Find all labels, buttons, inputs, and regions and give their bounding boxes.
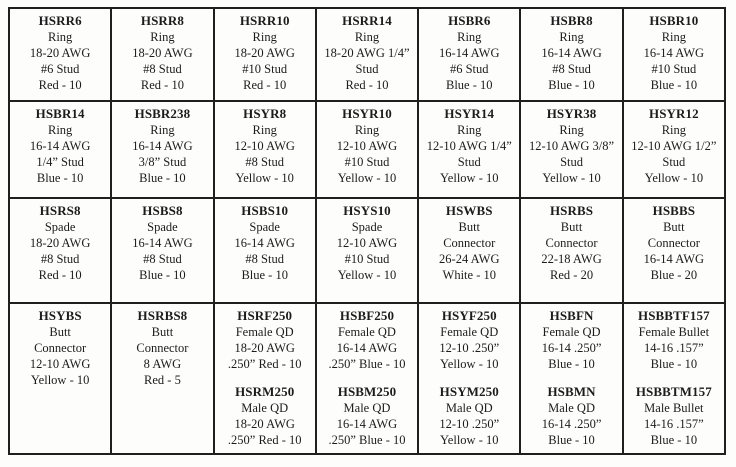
spec-line: Male QD xyxy=(548,401,595,415)
part-number: HSRBS8 xyxy=(137,308,188,323)
table-cell-r1-c2 xyxy=(111,8,213,101)
spec-line: Ring xyxy=(354,123,380,137)
spec-line: Ring xyxy=(457,30,482,44)
product-entry-hsbr238 xyxy=(113,106,211,186)
spec-line: #6 Stud xyxy=(449,62,489,76)
part-number: HSRM250 xyxy=(235,384,295,399)
spec-line: Blue - 10 xyxy=(446,78,493,92)
spec-line: .250” Blue - 10 xyxy=(328,433,406,447)
spec-line: Yellow - 10 xyxy=(337,171,397,185)
spec-line: Red - 5 xyxy=(144,373,181,387)
spec-line: Blue - 10 xyxy=(650,433,698,447)
spec-line: Stud xyxy=(355,62,379,76)
spec-line: Ring xyxy=(559,30,584,44)
product-entry-hsbs8 xyxy=(113,203,211,283)
part-number: HSYR14 xyxy=(444,106,495,121)
spec-line: 18-20 AWG xyxy=(29,46,91,60)
spec-line: Yellow - 10 xyxy=(644,171,704,185)
product-entry-hsyr12 xyxy=(625,106,723,186)
part-number: HSBR10 xyxy=(649,13,699,28)
spec-line: Red - 10 xyxy=(243,78,287,92)
spec-line: Spade xyxy=(249,220,280,234)
part-number: HSRS8 xyxy=(39,203,81,218)
spec-line: 12-10 .250” xyxy=(439,417,500,431)
spec-line: 16-14 .250” xyxy=(541,341,602,355)
spec-line: #8 Stud xyxy=(552,62,591,76)
part-number: HSRR10 xyxy=(239,13,290,28)
part-number: HSYS10 xyxy=(343,203,391,218)
part-number: HSBS10 xyxy=(241,203,289,218)
table-cell-r3-c4 xyxy=(316,198,418,303)
spec-line: 16-14 AWG xyxy=(643,46,705,60)
product-entry-hsrm250 xyxy=(216,384,314,448)
spec-line: Yellow - 10 xyxy=(542,171,601,185)
spec-line: Red - 10 xyxy=(38,268,82,282)
product-entry-hsrr10 xyxy=(216,13,314,93)
spec-line: Spade xyxy=(147,220,178,234)
spec-line: 18-20 AWG 1/4” xyxy=(324,46,410,60)
product-entry-hsbr8 xyxy=(522,13,620,93)
product-entry-hsyr38 xyxy=(522,106,620,186)
part-number: HSYF250 xyxy=(441,308,497,323)
part-number: HSYR12 xyxy=(648,106,699,121)
spec-line: Blue - 10 xyxy=(650,78,698,92)
table-cell-r3-c7 xyxy=(623,198,725,303)
spec-line: 12-10 AWG xyxy=(336,139,398,153)
part-number: HSRBS xyxy=(549,203,594,218)
part-number: HSYR8 xyxy=(243,106,287,121)
spec-line: 18-20 AWG xyxy=(234,417,295,431)
product-entry-hsbm250 xyxy=(318,384,416,448)
spec-line: #10 Stud xyxy=(344,252,390,266)
table-cell-r3-c2 xyxy=(111,198,213,303)
table-cell-r3-c3 xyxy=(214,198,316,303)
spec-line: 1/4” Stud xyxy=(36,155,84,169)
spec-line: Ring xyxy=(150,123,175,137)
product-entry-hsys10 xyxy=(318,203,416,283)
table-row xyxy=(9,101,725,198)
part-number: HSRR8 xyxy=(140,13,184,28)
spec-line: Ring xyxy=(559,123,584,137)
spec-line: #8 Stud xyxy=(245,252,284,266)
table-cell-r3-c5 xyxy=(418,198,520,303)
spec-line: 26-24 AWG xyxy=(439,252,500,266)
spec-line: Ring xyxy=(47,123,73,137)
spec-line: Red - 10 xyxy=(345,78,389,92)
product-entry-hsbbs xyxy=(625,203,723,283)
spec-line: Blue - 10 xyxy=(548,78,595,92)
table-cell-r1-c7 xyxy=(623,8,725,101)
spec-line: 22-18 AWG xyxy=(541,252,602,266)
spec-line: 12-10 AWG xyxy=(29,357,91,371)
spec-line: 16-14 AWG xyxy=(439,46,500,60)
spec-line: .250” Red - 10 xyxy=(227,357,302,371)
table-cell-r2-c3 xyxy=(214,101,316,198)
spec-line: 16-14 AWG xyxy=(132,139,193,153)
product-entry-hsrf250 xyxy=(216,308,314,372)
product-entry-hsrr14 xyxy=(318,13,416,93)
spec-line: 12-10 .250” xyxy=(439,341,500,355)
connector-catalog-table xyxy=(8,7,726,455)
spec-line: Stud xyxy=(662,155,686,169)
spec-line: #6 Stud xyxy=(40,62,80,76)
spec-line: Butt xyxy=(560,220,583,234)
spec-line: Male QD xyxy=(241,401,289,415)
spec-line: Yellow - 10 xyxy=(440,357,499,371)
product-entry-hsbbtf157 xyxy=(625,308,723,372)
product-entry-hsbr6 xyxy=(420,13,518,93)
spec-line: 12-10 AWG xyxy=(336,236,398,250)
spec-line: Ring xyxy=(252,123,277,137)
spec-line: Yellow - 10 xyxy=(337,268,397,282)
part-number: HSYBS xyxy=(38,308,82,323)
spec-line: Stud xyxy=(560,155,584,169)
spec-line: #10 Stud xyxy=(651,62,697,76)
spec-line: #10 Stud xyxy=(242,62,288,76)
spec-line: 16-14 AWG xyxy=(541,46,602,60)
spec-line: Ring xyxy=(661,30,686,44)
product-entry-hsrr8 xyxy=(113,13,211,93)
part-number: HSBM250 xyxy=(337,384,397,399)
table-cell-r2-c7 xyxy=(623,101,725,198)
spec-line: Blue - 10 xyxy=(548,433,595,447)
part-number: HSBBS xyxy=(652,203,696,218)
part-number: HSRR14 xyxy=(342,13,392,28)
product-entry-hsbr14 xyxy=(11,106,109,186)
spec-line: Connector xyxy=(443,236,496,250)
table-cell-r1-c1 xyxy=(9,8,111,101)
spec-line: Red - 10 xyxy=(140,78,184,92)
spec-line: Connector xyxy=(647,236,700,250)
part-number: HSYM250 xyxy=(439,384,499,399)
product-entry-hsrs8 xyxy=(11,203,109,283)
spec-line: Blue - 20 xyxy=(650,268,698,282)
product-entry-hsbfn xyxy=(522,308,620,372)
spec-line: Female QD xyxy=(235,325,294,339)
spec-line: 12-10 AWG xyxy=(234,139,295,153)
spec-line: Yellow - 10 xyxy=(30,373,90,387)
table-row xyxy=(9,198,725,303)
table-cell-r4-c2 xyxy=(111,303,213,454)
table-cell-r4-c1 xyxy=(9,303,111,454)
part-number: HSBBTM157 xyxy=(635,384,712,399)
spec-line: 14-16 .157” xyxy=(643,417,704,431)
spec-line: Butt xyxy=(458,220,481,234)
spec-line: 18-20 AWG xyxy=(29,236,91,250)
table-cell-r3-c6 xyxy=(520,198,622,303)
spec-line: Male QD xyxy=(445,401,493,415)
part-number: HSBF250 xyxy=(339,308,395,323)
spec-line: Yellow - 10 xyxy=(440,171,499,185)
table-cell-r2-c6 xyxy=(520,101,622,198)
product-entry-hsrr6 xyxy=(11,13,109,93)
table-cell-r1-c4 xyxy=(316,8,418,101)
product-entry-hswbs xyxy=(420,203,518,283)
spec-line: Female QD xyxy=(440,325,499,339)
spec-line: Ring xyxy=(252,30,277,44)
table-cell-r2-c4 xyxy=(316,101,418,198)
part-number: HSBR238 xyxy=(134,106,191,121)
part-number: HSRR6 xyxy=(38,13,82,28)
spec-line: 16-14 AWG xyxy=(132,236,193,250)
spec-line: #8 Stud xyxy=(143,252,182,266)
spec-line: Stud xyxy=(457,155,481,169)
spec-line: 18-20 AWG xyxy=(234,46,295,60)
spec-line: Spade xyxy=(44,220,76,234)
spec-line: Ring xyxy=(47,30,73,44)
part-number: HSRF250 xyxy=(237,308,293,323)
spec-line: 16-14 AWG xyxy=(234,236,295,250)
spec-line: Ring xyxy=(354,30,380,44)
spec-line: 18-20 AWG xyxy=(132,46,193,60)
table-cell-r3-c1 xyxy=(9,198,111,303)
spec-line: Red - 20 xyxy=(550,268,594,282)
table-cell-r4-c4 xyxy=(316,303,418,454)
spec-line: Blue - 10 xyxy=(650,357,698,371)
spec-line: Blue - 10 xyxy=(139,268,186,282)
spec-line: Connector xyxy=(136,341,189,355)
spec-line: #8 Stud xyxy=(40,252,80,266)
part-number: HSYR38 xyxy=(546,106,597,121)
spec-line: White - 10 xyxy=(442,268,496,282)
product-entry-hsbbtm157 xyxy=(625,384,723,448)
product-entry-hsrbs xyxy=(522,203,620,283)
table-cell-r4-c5 xyxy=(418,303,520,454)
product-entry-hsyf250 xyxy=(420,308,518,372)
part-number: HSBR6 xyxy=(448,13,491,28)
spec-line: Female QD xyxy=(337,325,396,339)
part-number: HSBS8 xyxy=(142,203,183,218)
spec-line: Red - 10 xyxy=(38,78,82,92)
spec-line: Female Bullet xyxy=(638,325,710,339)
table-cell-r2-c1 xyxy=(9,101,111,198)
spec-line: 16-14 AWG xyxy=(336,417,398,431)
spec-line: Ring xyxy=(661,123,686,137)
part-number: HSBBTF157 xyxy=(637,308,710,323)
spec-line: 18-20 AWG xyxy=(234,341,295,355)
product-entry-hsyr14 xyxy=(420,106,518,186)
part-number: HSBR14 xyxy=(35,106,85,121)
spec-line: Male Bullet xyxy=(644,401,704,415)
spec-line: Blue - 10 xyxy=(241,268,288,282)
table-row xyxy=(9,303,725,454)
part-number: HSBMN xyxy=(547,384,596,399)
spec-line: 14-16 .157” xyxy=(643,341,704,355)
product-entry-hsyr10 xyxy=(318,106,416,186)
spec-line: Blue - 10 xyxy=(548,357,595,371)
table-cell-r1-c6 xyxy=(520,8,622,101)
spec-line: 12-10 AWG 1/2” xyxy=(631,139,717,153)
spec-line: Blue - 10 xyxy=(139,171,186,185)
spec-line: 16-14 AWG xyxy=(336,341,398,355)
product-entry-hsbmn xyxy=(522,384,620,448)
spec-line: Connector xyxy=(34,341,87,355)
product-entry-hsrbs8 xyxy=(113,308,211,388)
part-number: HSWBS xyxy=(445,203,493,218)
product-entry-hsbs10 xyxy=(216,203,314,283)
spec-line: Spade xyxy=(351,220,383,234)
product-entry-hsbf250 xyxy=(318,308,416,372)
spec-line: 3/8” Stud xyxy=(138,155,187,169)
spec-line: #10 Stud xyxy=(344,155,390,169)
spec-line: .250” Blue - 10 xyxy=(328,357,406,371)
product-entry-hsybs xyxy=(11,308,109,388)
spec-line: #8 Stud xyxy=(143,62,182,76)
spec-line: Blue - 10 xyxy=(36,171,84,185)
table-cell-r2-c2 xyxy=(111,101,213,198)
spec-line: Connector xyxy=(545,236,598,250)
table-cell-r4-c6 xyxy=(520,303,622,454)
table-cell-r1-c3 xyxy=(214,8,316,101)
spec-line: Ring xyxy=(150,30,175,44)
product-entry-hsbr10 xyxy=(625,13,723,93)
spec-line: Butt xyxy=(151,325,174,339)
spec-line: 8 AWG xyxy=(143,357,182,371)
spec-line: 12-10 AWG 3/8” xyxy=(528,139,615,153)
table-cell-r2-c5 xyxy=(418,101,520,198)
spec-line: Butt xyxy=(49,325,71,339)
part-number: HSBFN xyxy=(549,308,594,323)
spec-line: Ring xyxy=(457,123,482,137)
spec-line: 16-14 AWG xyxy=(29,139,91,153)
spec-line: 16-14 AWG xyxy=(643,252,705,266)
part-number: HSYR10 xyxy=(342,106,392,121)
table-cell-r4-c7 xyxy=(623,303,725,454)
spec-line: .250” Red - 10 xyxy=(227,433,302,447)
product-entry-hsym250 xyxy=(420,384,518,448)
table-row xyxy=(9,8,725,101)
spec-line: Female QD xyxy=(542,325,601,339)
spec-line: Yellow - 10 xyxy=(235,171,294,185)
part-number: HSBR8 xyxy=(550,13,593,28)
spec-line: 16-14 .250” xyxy=(541,417,602,431)
spec-line: Butt xyxy=(663,220,685,234)
spec-line: 12-10 AWG 1/4” xyxy=(426,139,512,153)
spec-line: Yellow - 10 xyxy=(440,433,499,447)
product-entry-hsyr8 xyxy=(216,106,314,186)
catalog-table-body xyxy=(9,8,725,454)
table-cell-r1-c5 xyxy=(418,8,520,101)
spec-line: Male QD xyxy=(343,401,391,415)
spec-line: #8 Stud xyxy=(245,155,284,169)
table-cell-r4-c3 xyxy=(214,303,316,454)
